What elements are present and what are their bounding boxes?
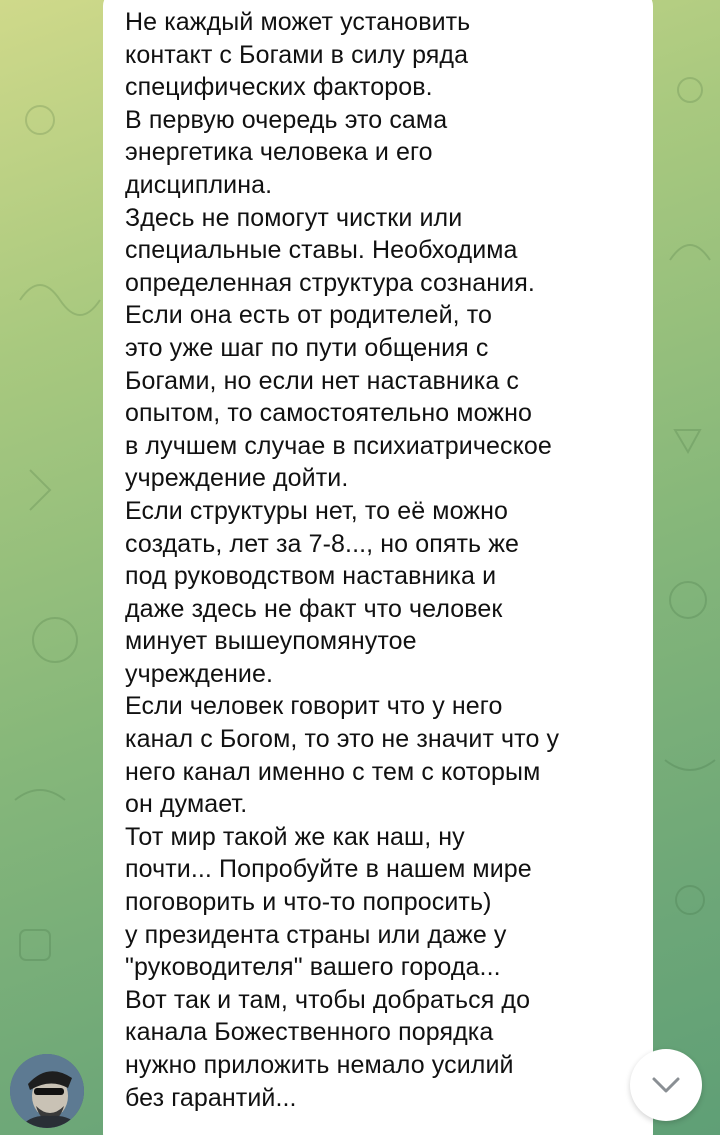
scroll-down-button[interactable]: [630, 1049, 702, 1121]
sender-avatar[interactable]: [10, 1054, 84, 1128]
chevron-down-icon: [651, 1076, 681, 1094]
message-text: Не каждый может установить контакт с Богами в силу ряда специфических факторов. В первую очередь это сама энергетика человека и его дисциплина. Здесь не помогут чистки или специальные ставы. Необходима определенная структура сознания. Если она есть от родителей, то это уже шаг по пути общения с Богами, но если нет наставника с опытом, то самостоятельно можно в лучшем случае в психиатрическое учреждение дойти. Если структуры нет, то её можно создать, лет за 7-8..., но опять же под руководством наставника и даже здесь не факт что человек минует вышеупомянутое учреждение. Если человек говорит что у него канал с Богом, то это не значит что у него канал именно с тем с которым он думает. Тот мир такой же как наш, ну почти... Попробуйте в нашем мире поговорить и что-то попросить) у президента страны или даже у "руководителя" вашего города... Вот так и там, чтобы добраться до канала Божественного порядка нужно приложить немало усилий без гарантий...: [125, 8, 560, 1112]
user-avatar-icon: [10, 1054, 84, 1128]
message-bubble[interactable]: [103, 0, 653, 1135]
